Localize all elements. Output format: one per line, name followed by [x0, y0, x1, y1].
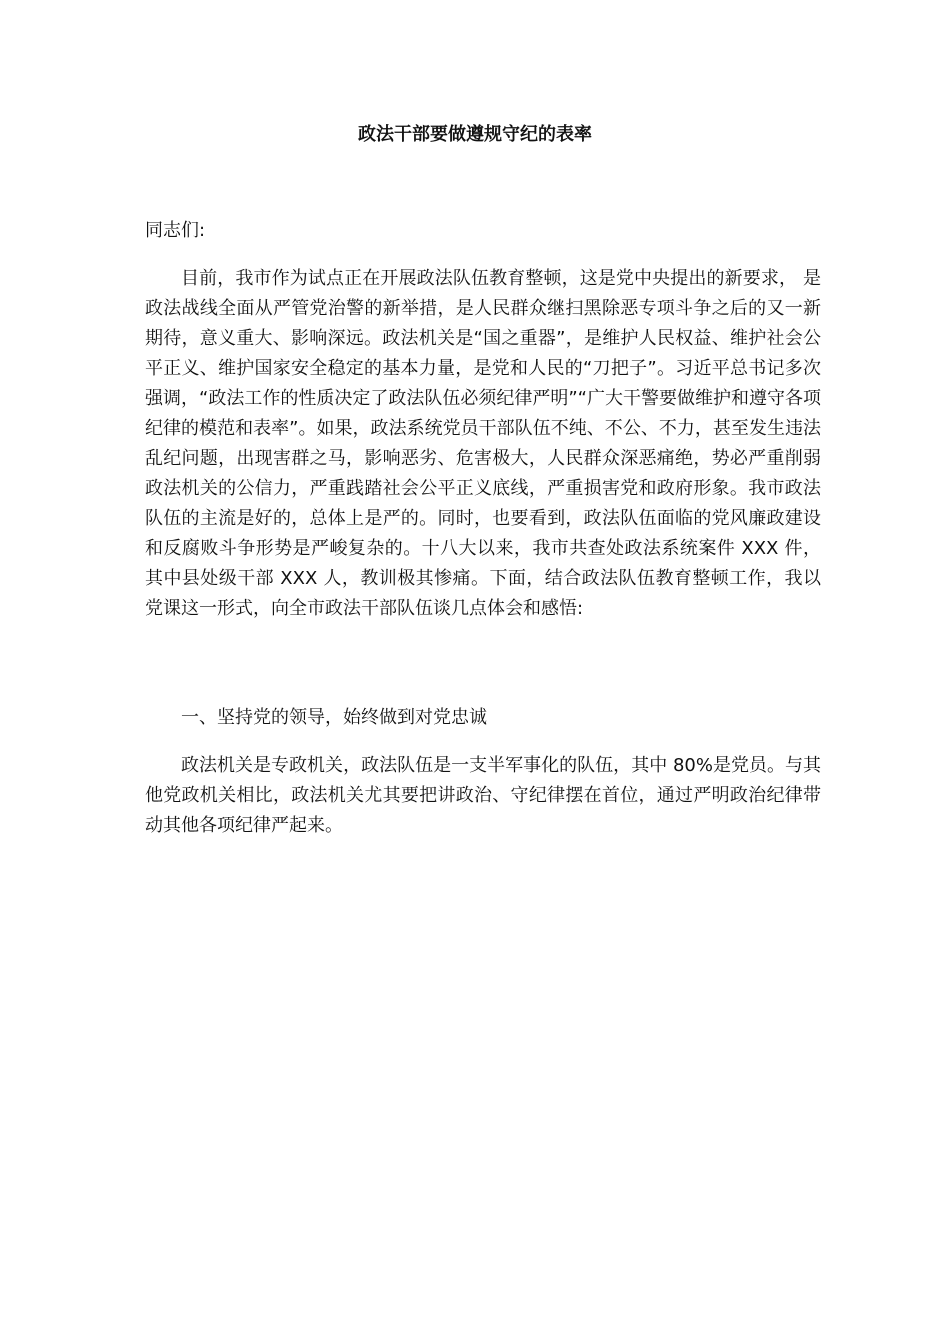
document-title: 政法干部要做遵规守纪的表率	[358, 124, 592, 145]
salutation: 同志们:	[145, 220, 206, 241]
paragraph-section-1: 政法机关是专政机关，政法队伍是一支半军事化的队伍，其中 80%是党员。与其他党政机关相比，政法机关尤其要把讲政治、守纪律摆在首位，通过严明政治纪律带动其他各项纪律严起来。	[145, 755, 821, 836]
paragraph-intro: 目前，我市作为试点正在开展政法队伍教育整顿，这是党中央提出的新要求， 是政法战线全面从严管党治警的新举措，是人民群众继扫黑除恶专项斗争之后的又一新期待，意义重大、影响深远。政法机关是“国之重器”，是维护人民权益、维护社会公平正义、维护国家安全稳定的基本力量，是党和人民的“刀把子”。习近平总书记多次强调，“政法工作的性质决定了政法队伍必须纪律严明”“广大干警要做维护和遵守各项纪律的模范和表率”。如果，政法系统党员干部队伍不纯、不公、不力，甚至发生违法乱纪问题，出现害群之马，影响恶劣、危害极大，人民群众深恶痛绝，势必严重削弱政法机关的公信力，严重践踏社会公平正义底线，严重损害党和政府形象。我市政法队伍的主流是好的，总体上是严的。同时，也要看到，政法队伍面临的党风廉政建设和反腐败斗争形势是严峻复杂的。十八大以来，我市共查处政法系统案件 XXX 件，其中县处级干部 XXX 人，教训极其惨痛。下面，结合政法队伍教育整顿工作，我以党课这一形式，向全市政法干部队伍谈几点体会和感悟:	[145, 268, 821, 619]
section-heading-1: 一、坚持党的领导，始终做到对党忠诚	[181, 707, 487, 728]
